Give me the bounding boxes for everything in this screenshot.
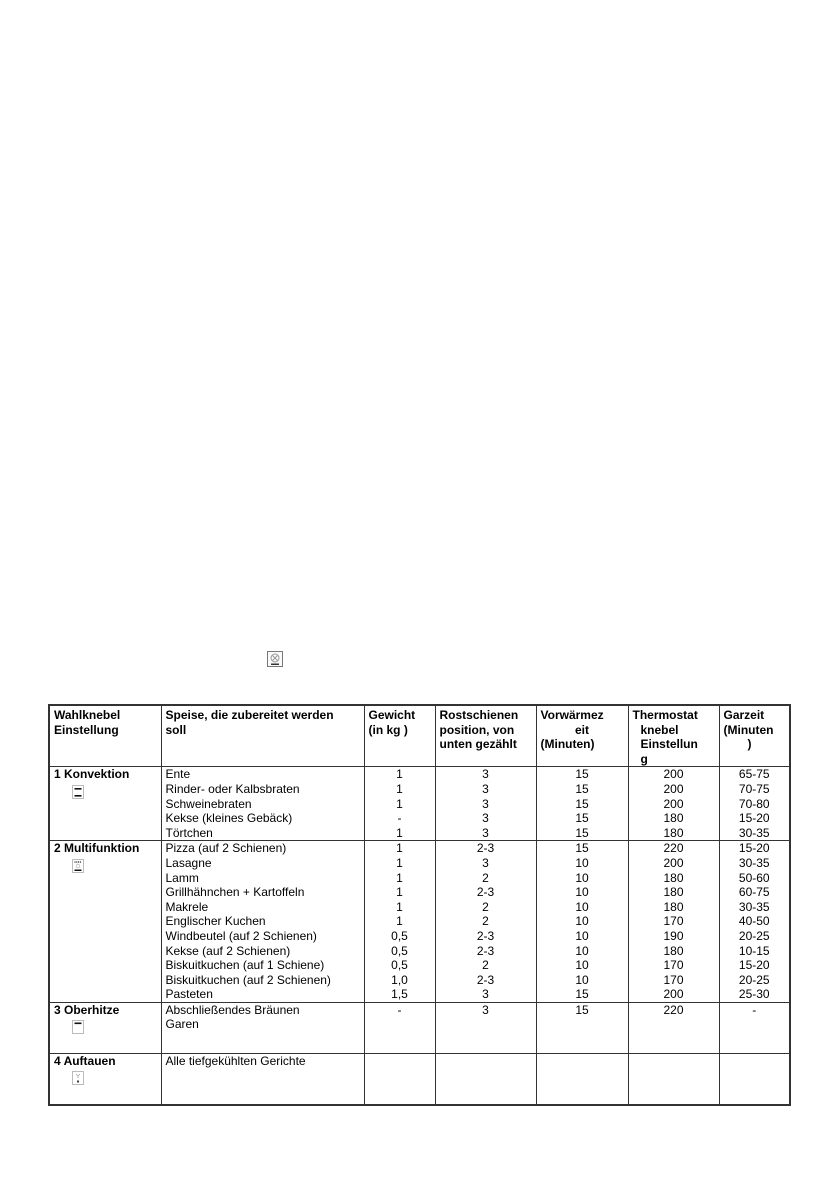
mode-name: 4 Auftauen [54, 1053, 116, 1068]
cell-value: 1,5 [391, 987, 408, 1002]
dish-name: Ente [165, 767, 191, 782]
weight-cell [364, 767, 435, 841]
cell-value: 1 [396, 855, 403, 870]
cell-value: 180 [663, 811, 684, 826]
cell-value: 20-25 [738, 972, 770, 987]
cell-value: 30-35 [738, 899, 770, 914]
header-thermostat [628, 705, 719, 767]
cell-value: 220 [663, 1002, 684, 1017]
cell-value [440, 1017, 532, 1032]
cell-value: 180 [663, 870, 684, 885]
cell-value: 10 [575, 958, 589, 973]
cell-value: 15 [575, 841, 589, 856]
cell-value: 15 [575, 825, 589, 840]
cell-value: 0,5 [391, 943, 408, 958]
cell-value: 0,5 [391, 958, 408, 973]
dish-cell [161, 767, 364, 841]
cell-value: 50-60 [738, 870, 770, 885]
header-wahlknebel [49, 705, 161, 767]
dish-name: Pizza (auf 2 Schienen) [165, 841, 287, 856]
cell-value: 15-20 [738, 841, 770, 856]
cell-value: 200 [663, 796, 684, 811]
cell-value: 3 [482, 811, 489, 826]
time-cell [719, 1002, 790, 1053]
table-row-group [49, 841, 790, 1003]
rack-cell [435, 1053, 536, 1105]
header-line: Speise, die zubereitet werden [165, 708, 334, 722]
cell-value [369, 1054, 431, 1069]
dish-name: Lamm [165, 870, 199, 885]
time-cell [719, 767, 790, 841]
header-line: Einstellung [54, 722, 119, 737]
cell-value: - [397, 1002, 402, 1017]
header-gewicht [364, 705, 435, 767]
cell-value: 1 [396, 885, 403, 900]
preheat-cell [536, 767, 628, 841]
header-line: (Minuten [723, 722, 774, 737]
header-line: Garzeit [723, 708, 765, 722]
mode-name: 2 Multifunktion [54, 841, 140, 856]
dish-name: Törtchen [165, 825, 213, 840]
mode-cell [49, 841, 161, 1003]
cell-value: 3 [482, 781, 489, 796]
rack-cell [435, 767, 536, 841]
cell-value: 15 [575, 796, 589, 811]
cell-value: 1 [396, 767, 403, 782]
cell-value: 220 [663, 841, 684, 856]
header-line: (in kg ) [368, 722, 408, 737]
cell-value: 1 [396, 796, 403, 811]
cell-value: 3 [482, 987, 489, 1002]
header-line: ) [747, 737, 752, 752]
cell-value: 1,0 [391, 972, 408, 987]
header-garzeit [719, 705, 790, 767]
table-row-group [49, 1002, 790, 1053]
cell-value: 2-3 [476, 928, 495, 943]
cell-value: 30-35 [738, 855, 770, 870]
cell-value: 0,5 [391, 928, 408, 943]
thermostat-cell [628, 1002, 719, 1053]
cell-value: 3 [482, 796, 489, 811]
header-line: unten gezählt [439, 737, 517, 752]
header-line: Thermostat [632, 708, 698, 722]
cell-value: 170 [663, 914, 684, 929]
header-line: (Minuten) [540, 737, 595, 752]
cell-value: 10 [575, 914, 589, 929]
cell-value: 10 [575, 943, 589, 958]
preheat-cell [536, 1053, 628, 1105]
cell-value: 180 [663, 943, 684, 958]
cell-value [369, 1017, 431, 1032]
cell-value: 10 [575, 855, 589, 870]
cell-value: 200 [663, 987, 684, 1002]
cell-value: - [397, 811, 402, 826]
dish-name: Garen [165, 1017, 199, 1032]
dish-cell [161, 1053, 364, 1105]
cell-value [633, 1054, 715, 1069]
cell-value [440, 1054, 532, 1069]
dish-name: Schweinebraten [165, 796, 252, 811]
cell-value: 3 [482, 767, 489, 782]
defrost-icon [72, 1071, 84, 1085]
cell-value: 2 [482, 899, 489, 914]
cell-value: 180 [663, 825, 684, 840]
table-row-group [49, 767, 790, 841]
dish-name: Grillhähnchen + Kartoffeln [165, 885, 305, 900]
header-vorwaermzeit [536, 705, 628, 767]
cell-value: - [752, 1002, 757, 1017]
dish-name: Windbeutel (auf 2 Schienen) [165, 928, 317, 943]
cell-value: 25-30 [738, 987, 770, 1002]
cell-value: 15 [575, 767, 589, 782]
dish-name: Kekse (auf 2 Schienen) [165, 943, 291, 958]
header-rostschienen [435, 705, 536, 767]
cell-value: 2 [482, 914, 489, 929]
thermostat-cell [628, 841, 719, 1003]
cell-value: 2-3 [476, 841, 495, 856]
cell-value: 30-35 [738, 825, 770, 840]
cell-value: 2-3 [476, 885, 495, 900]
cell-value: 15-20 [738, 958, 770, 973]
cell-value: 170 [663, 972, 684, 987]
header-line: position, von [439, 722, 515, 737]
cell-value: 180 [663, 885, 684, 900]
table-row-group [49, 1053, 790, 1105]
cell-value: 2-3 [476, 972, 495, 987]
cell-value: 15 [575, 781, 589, 796]
cell-value: 1 [396, 899, 403, 914]
dish-name: Kekse (kleines Gebäck) [165, 811, 293, 826]
cell-value: 1 [396, 781, 403, 796]
cooking-table [48, 704, 791, 1106]
top-bottom-heat-icon [72, 785, 84, 799]
cell-value: 2 [482, 870, 489, 885]
cell-value: 2-3 [476, 943, 495, 958]
dish-cell [161, 841, 364, 1003]
dish-name: Lasagne [165, 855, 212, 870]
cell-value: 10 [575, 972, 589, 987]
cell-value: 170 [663, 958, 684, 973]
cell-value: 10 [575, 928, 589, 943]
dish-cell [161, 1002, 364, 1053]
cell-value: 3 [482, 855, 489, 870]
cell-value: 3 [482, 825, 489, 840]
dish-name: Alle tiefgekühlten Gerichte [165, 1053, 306, 1068]
rack-cell [435, 841, 536, 1003]
cell-value: 1 [396, 914, 403, 929]
mode-cell [49, 1053, 161, 1105]
cell-value: 15 [575, 1002, 589, 1017]
multifunction-grill-icon [72, 859, 84, 873]
cell-value: 180 [663, 899, 684, 914]
thermostat-cell [628, 767, 719, 841]
cell-value: 2 [482, 958, 489, 973]
cell-value: 190 [663, 928, 684, 943]
time-cell [719, 1053, 790, 1105]
dish-name: Rinder- oder Kalbsbraten [165, 781, 300, 796]
thermostat-cell [628, 1053, 719, 1105]
cell-value: 40-50 [738, 914, 770, 929]
header-line: eit [574, 722, 589, 737]
header-line: soll [165, 722, 187, 737]
dish-name: Abschließendes Bräunen [165, 1002, 300, 1017]
header-line: Wahlknebel [54, 708, 121, 722]
cell-value: 10 [575, 870, 589, 885]
cell-value: 200 [663, 781, 684, 796]
cell-value [724, 1017, 786, 1032]
table-header-row [49, 705, 790, 767]
cell-value [724, 1054, 786, 1069]
cell-value [633, 1017, 715, 1032]
rack-cell [435, 1002, 536, 1053]
preheat-cell [536, 841, 628, 1003]
weight-cell [364, 1053, 435, 1105]
cell-value: 10 [575, 885, 589, 900]
cell-value [541, 1054, 624, 1069]
cell-value: 70-75 [738, 781, 770, 796]
cell-value: 1 [396, 841, 403, 856]
top-heat-icon [72, 1020, 84, 1034]
cell-value: 200 [663, 767, 684, 782]
mode-name: 3 Oberhitze [54, 1002, 120, 1017]
cell-value: 15 [575, 811, 589, 826]
dish-name: Pasteten [165, 987, 213, 1002]
cell-value [541, 1017, 624, 1032]
cell-value: 65-75 [738, 767, 770, 782]
cell-value: 15-20 [738, 811, 770, 826]
cell-value: 10-15 [738, 943, 770, 958]
mode-cell [49, 767, 161, 841]
cell-value: 10 [575, 899, 589, 914]
cell-value: 15 [575, 987, 589, 1002]
cell-value: 1 [396, 870, 403, 885]
header-speise [161, 705, 364, 767]
weight-cell [364, 1002, 435, 1053]
header-line: knebel [640, 722, 679, 737]
header-line: Einstellun [640, 737, 698, 752]
header-line: Vorwärmez [540, 708, 604, 722]
oven-fan-icon [267, 651, 283, 667]
cell-value: 60-75 [738, 885, 770, 900]
header-line: g [640, 751, 648, 766]
cell-value: 1 [396, 825, 403, 840]
cell-value: 3 [482, 1002, 489, 1017]
cell-value: 200 [663, 855, 684, 870]
mode-cell [49, 1002, 161, 1053]
time-cell [719, 841, 790, 1003]
dish-name: Makrele [165, 899, 209, 914]
header-line: Gewicht [368, 708, 416, 722]
header-line: Rostschienen [439, 708, 519, 722]
cell-value: 70-80 [738, 796, 770, 811]
weight-cell [364, 841, 435, 1003]
dish-name: Biskuitkuchen (auf 1 Schiene) [165, 958, 325, 973]
cell-value: 20-25 [738, 928, 770, 943]
mode-name: 1 Konvektion [54, 767, 130, 782]
preheat-cell [536, 1002, 628, 1053]
dish-name: Biskuitkuchen (auf 2 Schienen) [165, 972, 331, 987]
dish-name: Englischer Kuchen [165, 914, 266, 929]
